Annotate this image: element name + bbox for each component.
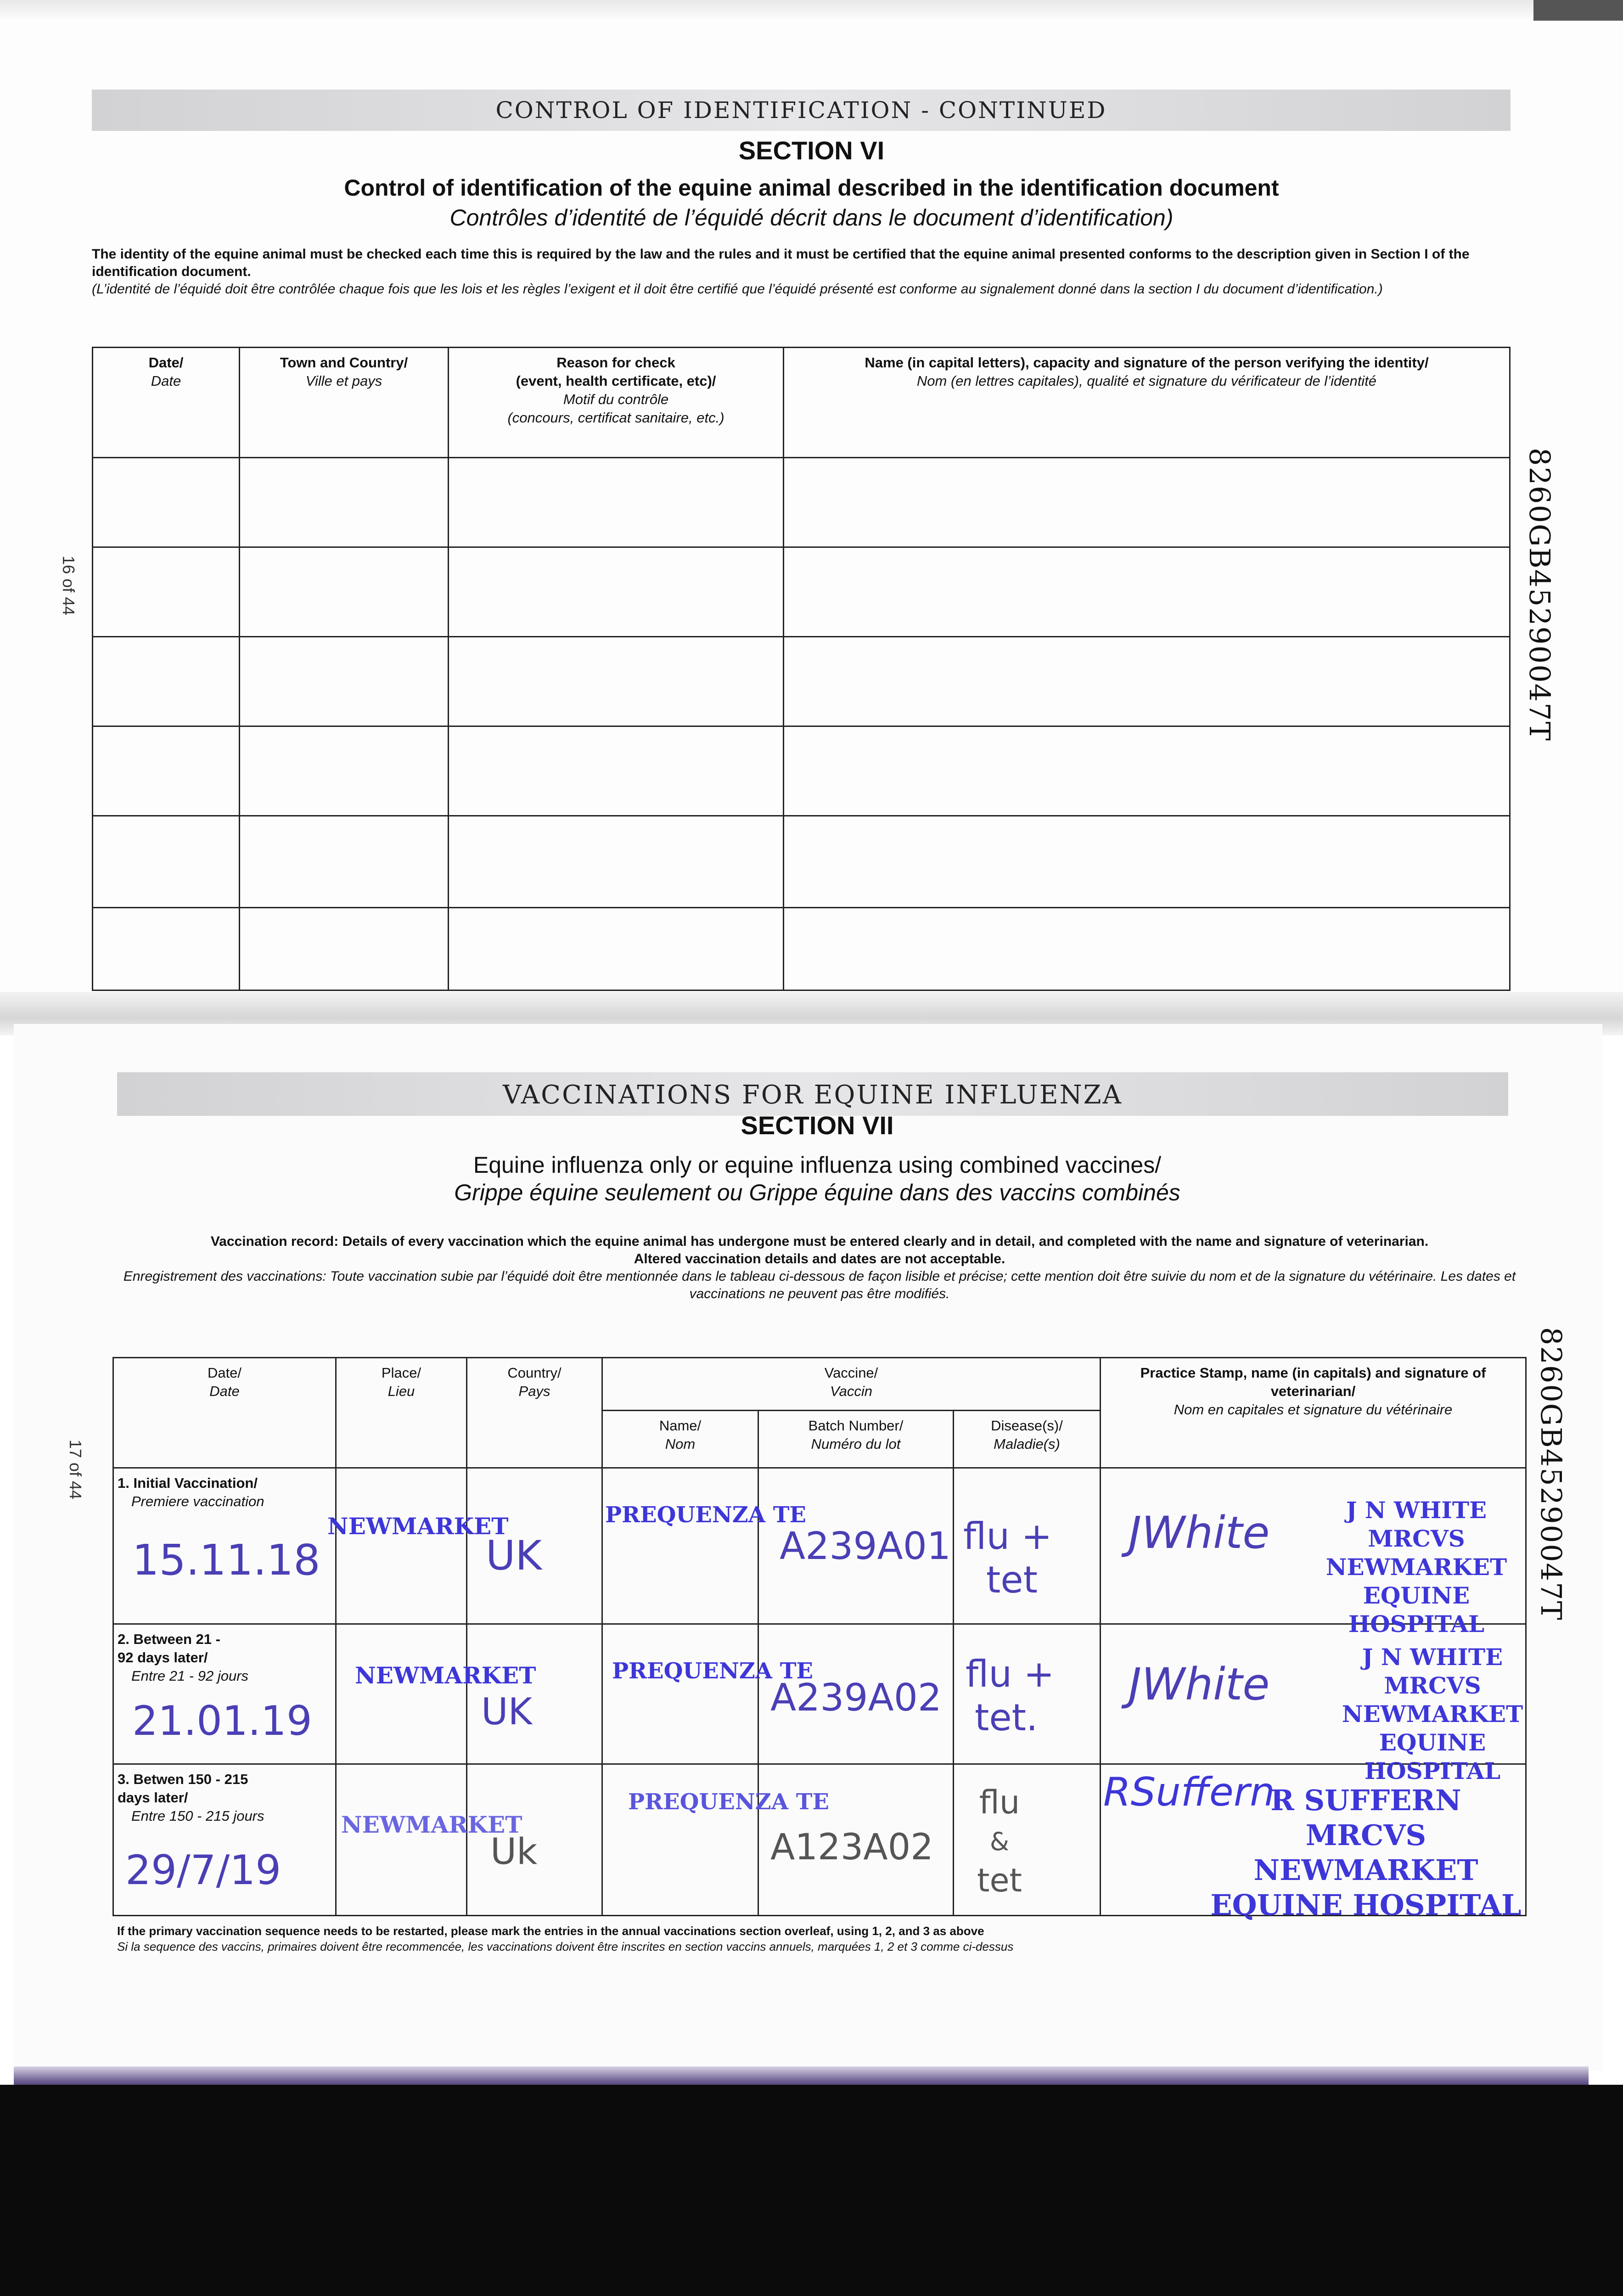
country-cell (467, 1764, 602, 1916)
disease-line-1: flu + (966, 1653, 1055, 1695)
stamp-line-1: J N WHITE MRCVS (1346, 1497, 1487, 1552)
stamp-line-2: NEWMARKET (1325, 1553, 1507, 1581)
header-date (113, 1358, 336, 1468)
stamp-line-1: R SUFFERN MRCVS (1270, 1784, 1461, 1852)
table-cell[interactable] (784, 637, 1510, 726)
header-stamp-fr: Nom en capitales et signature du vétérinaire (1174, 1401, 1453, 1418)
place-cell (327, 1468, 509, 1624)
row-label-cell (113, 1764, 336, 1916)
disease-line-2: tet. (975, 1696, 1038, 1739)
footnote-en: If the primary vaccination sequence needs to be restarted, please mark the entries in the annual vaccinations section overleaf, using 1, 2, and 3 as above (117, 1924, 984, 1938)
disease-line-1: flu + (963, 1515, 1052, 1558)
header-stamp-en: Practice Stamp, name (in capitals) and signature of veterinarian/ (1140, 1365, 1486, 1399)
vaccination-row-1 (113, 1468, 1526, 1624)
page-number-17: 17 of 44 (66, 1439, 85, 1500)
vaccination-table (112, 1357, 1527, 1922)
table-cell[interactable] (449, 637, 784, 726)
table-cell[interactable] (240, 637, 449, 726)
table-cell[interactable] (93, 816, 240, 908)
country-value: UK (481, 1690, 533, 1733)
table-row (93, 547, 1510, 637)
vaccine-name-stamp: PREQUENZA TE (605, 1502, 806, 1528)
header-reason-fr: Motif du contrôle (563, 391, 669, 407)
stamp-cell (1101, 1468, 1526, 1638)
country-value: UK (486, 1532, 542, 1579)
row-label-fr: Entre 21 - 92 jours (131, 1668, 249, 1684)
header-disease-en: Disease(s)/ (991, 1418, 1063, 1434)
record-text-en: Details of every vaccination which the equine animal has undergone must be entered clearly and in detail, and completed with the name and signature of veterinarian. (342, 1234, 1429, 1249)
table-row (93, 637, 1510, 726)
vaccination-row-3 (113, 1764, 1526, 1916)
header-date-en: Date/ (207, 1365, 242, 1381)
disease-value (966, 1652, 1055, 1739)
section-vii-subtitle-en: Equine influenza only or equine influenza using combined vaccines/ (473, 1152, 1162, 1178)
vaccine-header-row (113, 1358, 1526, 1411)
header-town-fr: Ville et pays (305, 373, 382, 389)
batch-cell (758, 1468, 954, 1624)
vet-stamp (1308, 1496, 1525, 1638)
table-cell[interactable] (449, 726, 784, 816)
header-name-en: Name (in capital letters), capacity and signature of the person verifying the identity/ (865, 355, 1429, 371)
vaccine-name-cell (602, 1468, 806, 1624)
table-cell[interactable] (93, 637, 240, 726)
place-stamp: NEWMARKET (327, 1513, 509, 1540)
stamp-line-2: NEWMARKET (1253, 1853, 1478, 1887)
disease-cell (954, 1624, 1101, 1764)
section-vi-instructions (92, 246, 1492, 298)
batch-cell (758, 1764, 954, 1916)
header-stamp (1101, 1358, 1526, 1468)
header-batch (758, 1411, 954, 1468)
identity-check-table (92, 347, 1511, 991)
header-place (336, 1358, 467, 1468)
table-cell[interactable] (784, 816, 1510, 908)
header-name-fr: Nom (665, 1436, 696, 1452)
header-name-fr: Nom (en lettres capitales), qualité et signature du vérificateur de l’identité (916, 373, 1377, 389)
vaccination-date: 29/7/19 (125, 1846, 281, 1894)
header-disease-fr: Maladie(s) (994, 1436, 1060, 1452)
header-town (240, 348, 449, 458)
header-reason (449, 348, 784, 458)
table-cell[interactable] (784, 908, 1510, 990)
table-cell[interactable] (240, 908, 449, 990)
batch-number: A239A02 (770, 1676, 942, 1720)
stamp-line-2: NEWMARKET (1342, 1700, 1523, 1728)
disease-value (963, 1514, 1052, 1602)
header-date-fr: Date (151, 373, 181, 389)
table-cell[interactable] (240, 816, 449, 908)
vaccination-date: 15.11.18 (132, 1536, 320, 1585)
vaccination-date: 21.01.19 (132, 1697, 312, 1745)
instructions-fr: (L’identité de l’équidé doit être contrôlée chaque fois que les lois et les règles l’exigent et il doit être certifié que l’équidé présenté est conforme au signalement donné dans la section I du document d’identification.) (92, 281, 1383, 297)
vet-stamp (1207, 1783, 1525, 1923)
header-country (467, 1358, 602, 1468)
header-reason-en-2: (event, health certificate, etc)/ (516, 373, 716, 389)
header-vaccine-fr: Vaccin (830, 1383, 872, 1399)
stamp-cell (1101, 1624, 1526, 1784)
header-date-fr: Date (209, 1383, 240, 1399)
record-text-en-2: Altered vaccination details and dates are not acceptable. (634, 1251, 1005, 1266)
row-label-en: 1. Initial Vaccination/ (118, 1475, 258, 1491)
vet-signature: JWhite (1129, 1659, 1270, 1710)
disease-value (977, 1783, 1022, 1900)
table-cell[interactable] (449, 816, 784, 908)
table-header-row (93, 348, 1510, 458)
table-cell[interactable] (784, 547, 1510, 637)
table-cell[interactable] (449, 908, 784, 990)
batch-cell (758, 1624, 954, 1764)
table-cell[interactable] (449, 547, 784, 637)
table-cell[interactable] (784, 458, 1510, 547)
footnote (117, 1923, 1540, 1954)
vaccine-name-cell (602, 1624, 813, 1764)
section-vii-title: SECTION VII (741, 1111, 894, 1140)
table-row (93, 816, 1510, 908)
country-value: Uk (490, 1831, 538, 1873)
record-label: Vaccination record: (210, 1234, 339, 1249)
vaccination-row-2 (113, 1624, 1526, 1764)
header-country-fr: Pays (518, 1383, 550, 1399)
instructions-en: The identity of the equine animal must be checked each time this is required by the law and the rules and it must be certified that the equine animal presented conforms to the description given in Section I of the identification document. (92, 247, 1470, 279)
table-cell[interactable] (449, 458, 784, 547)
stamp-line-3: EQUINE HOSPITAL (1210, 1888, 1522, 1922)
header-vaccine-name (602, 1411, 758, 1468)
vaccine-name-cell (602, 1764, 829, 1916)
disease-cell (954, 1468, 1101, 1624)
header-date-en: Date/ (148, 355, 184, 371)
vet-signature: JWhite (1129, 1507, 1270, 1559)
header-vaccine-en: Vaccine/ (824, 1365, 878, 1381)
scan-background (0, 2085, 1623, 2296)
row-label-fr: Entre 150 - 215 jours (131, 1808, 264, 1824)
scan-top-corner (1533, 0, 1623, 21)
table-cell[interactable] (93, 458, 240, 547)
header-reason-en: Reason for check (556, 355, 675, 371)
section-vi-title: SECTION VI (738, 136, 885, 165)
header-date (93, 348, 240, 458)
stamp-line-3: EQUINE HOSPITAL (1348, 1582, 1485, 1638)
table-cell[interactable] (240, 547, 449, 637)
header-batch-en: Batch Number/ (808, 1418, 904, 1434)
country-cell (467, 1624, 602, 1764)
page-number-16: 16 of 44 (59, 555, 78, 616)
stamp-line-1: J N WHITE MRCVS (1362, 1643, 1503, 1699)
header-vaccine (602, 1358, 1101, 1411)
disease-line-2: & (989, 1827, 1010, 1856)
row-label-fr: Premiere vaccination (131, 1493, 264, 1509)
document-id-bottom: 8260GB45290047T (1534, 1327, 1568, 1621)
country-cell (467, 1468, 602, 1624)
header-name (784, 348, 1510, 458)
header-place-en: Place/ (381, 1365, 421, 1381)
header-town-en: Town and Country/ (280, 355, 408, 371)
table-row (93, 726, 1510, 816)
place-stamp: NEWMARKET (341, 1811, 522, 1838)
place-stamp: NEWMARKET (355, 1662, 536, 1689)
table-cell[interactable] (240, 458, 449, 547)
record-text-fr: Enregistrement des vaccinations: Toute vaccination subie par l’équidé doit être mentionnée dans le tableau ci-dessous de façon lisible et précise; cette mention doit être suivie du nom et de la signature du vétérinaire. Les dates et vaccinations ne peuvent pas être modifiés. (123, 1269, 1516, 1301)
vaccine-name-stamp: PREQUENZA TE (612, 1658, 813, 1684)
row-label-en: 2. Between 21 - 92 days later/ (118, 1631, 220, 1666)
section-vi-subtitle-fr: Contrôles d’identité de l’équidé décrit dans le document d’identification) (449, 205, 1174, 231)
batch-number: A123A02 (770, 1827, 933, 1868)
section-vi-subtitle-en: Control of identification of the equine animal described in the identification document (344, 175, 1279, 201)
table-cell[interactable] (240, 726, 449, 816)
table-row (93, 908, 1510, 990)
disease-cell (954, 1764, 1101, 1916)
disease-line-1: flu (979, 1784, 1020, 1821)
header-country-en: Country/ (507, 1365, 562, 1381)
batch-number: A239A01 (780, 1525, 951, 1568)
row-label-cell (113, 1468, 336, 1624)
vet-signature: RSuffern (1103, 1769, 1275, 1815)
row-label-cell (113, 1624, 336, 1764)
section-vii-subtitle-fr: Grippe équine seulement ou Grippe équine dans des vaccins combinés (454, 1180, 1180, 1205)
disease-line-3: tet (977, 1862, 1022, 1899)
row-label-en: 3. Betwen 150 - 215 days later/ (118, 1771, 248, 1806)
table-row (93, 458, 1510, 547)
table-cell[interactable] (784, 726, 1510, 816)
stamp-cell (1101, 1764, 1526, 1922)
scan-top-edge (0, 0, 1623, 23)
disease-line-2: tet (986, 1559, 1038, 1601)
header-batch-fr: Numéro du lot (811, 1436, 901, 1452)
footnote-fr: Si la sequence des vaccins, primaires doivent être recommencée, les vaccinations doivent être inscrites en section vaccins annuels, marquées 1, 2 et 3 comme ci-dessus (117, 1940, 1014, 1953)
header-reason-fr-2: (concours, certificat sanitaire, etc.) (507, 410, 724, 426)
stamp-line-3: EQUINE HOSPITAL (1364, 1729, 1501, 1784)
vaccination-record-instructions (115, 1233, 1524, 1303)
header-place-fr: Lieu (387, 1383, 415, 1399)
header-name-en: Name/ (659, 1418, 702, 1434)
document-id-top: 8260GB45290047T (1523, 448, 1556, 742)
table-cell[interactable] (93, 726, 240, 816)
section-banner-top: CONTROL OF IDENTIFICATION - CONTINUED (92, 90, 1511, 131)
header-disease (954, 1411, 1101, 1468)
vaccine-name-stamp: PREQUENZA TE (628, 1789, 829, 1815)
table-cell[interactable] (93, 908, 240, 990)
section-banner-bottom: VACCINATIONS FOR EQUINE INFLUENZA (117, 1072, 1508, 1116)
table-cell[interactable] (93, 547, 240, 637)
